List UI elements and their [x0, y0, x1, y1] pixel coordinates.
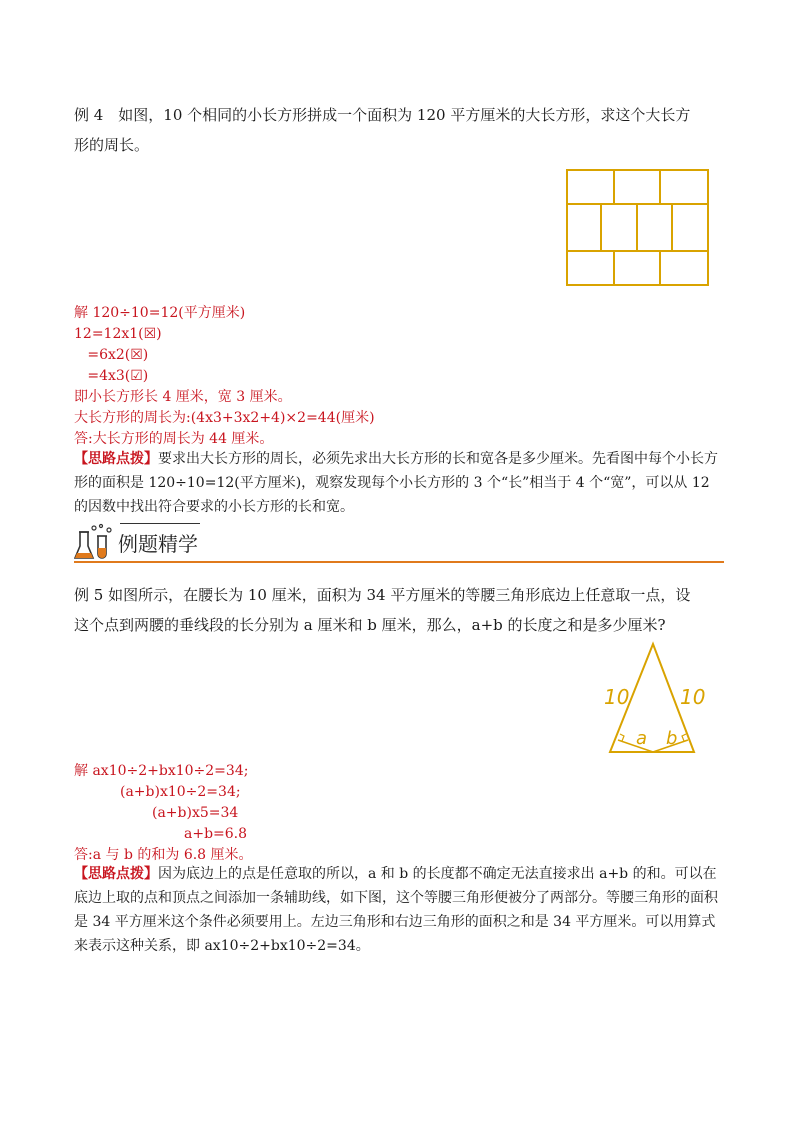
solution-line: (a+b)x10÷2=34;	[120, 784, 241, 800]
example5-solution	[74, 761, 253, 866]
solution-line: 12=12x1(☒)	[74, 326, 162, 342]
solution-line: 解 ax10÷2+bx10÷2=34;	[74, 763, 249, 779]
triangle-figure	[596, 640, 716, 758]
solution-line: =6x2(☒)	[74, 347, 149, 363]
b-label: b	[666, 728, 678, 749]
example4-question-line2: 形的周长。	[74, 136, 150, 154]
example4-question	[74, 100, 724, 160]
example4-question-line1: 例 4 如图，10 个相同的小长方形拼成一个面积为 120 平方厘米的大长方形，求这个大长方	[74, 106, 691, 124]
header-divider	[74, 561, 724, 563]
example5-question-line2: 这个点到两腰的垂线段的长分别为 a 厘米和 b 厘米，那么，a+b 的长度之和是多少厘米?	[74, 616, 666, 634]
right-side-label: 10	[680, 685, 706, 709]
section-header	[74, 518, 724, 564]
section-title: 例题精学	[118, 532, 198, 556]
header-top-line	[120, 523, 200, 524]
example5-question-line1: 例 5 如图所示，在腰长为 10 厘米，面积为 34 平方厘米的等腰三角形底边上任意取一点，设	[74, 586, 691, 604]
hint-text: 因为底边上的点是任意取的所以，a 和 b 的长度都不确定无法直接求出 a+b 的和。可以在底边上取的点和顶点之间添加一条辅助线，如下图，这个等腰三角形便被分了两部分。等腰三角形的面积是 34 平方厘米这个条件必须要用上。左边三角形和右边三角形的面积之和是 34 平方厘米。可以用算式来表示这种关系，即 ax10÷2+bx10÷2=34。	[74, 866, 718, 954]
a-label: a	[636, 728, 648, 749]
solution-line: =4x3(☑)	[74, 368, 149, 384]
solution-line: 答:a 与 b 的和为 6.8 厘米。	[74, 847, 253, 863]
flask-icon	[74, 522, 114, 562]
rectangles-figure	[566, 169, 710, 287]
hint-tag: 【思路点拨】	[74, 451, 158, 467]
solution-line: 解 120÷10=12(平方厘米)	[74, 305, 246, 321]
left-side-label: 10	[604, 685, 630, 709]
solution-line: 即小长方形长 4 厘米，宽 3 厘米。	[74, 389, 292, 405]
right-angle-mark-right	[682, 734, 686, 741]
hint-text: 要求出大长方形的周长，必须先求出大长方形的长和宽各是多少厘米。先看图中每个小长方形的面积是 120÷10=12(平方厘米)，观察发现每个小长方形的 3 个“长”相当于 4 个“宽”，可以从 12 的因数中找出符合要求的小长方形的长和宽。	[74, 451, 718, 515]
solution-line: (a+b)x5=34	[152, 805, 239, 821]
example4-solution	[74, 303, 375, 450]
solution-line: a+b=6.8	[184, 826, 248, 842]
example4-hint	[74, 447, 724, 519]
solution-line: 答:大长方形的周长为 44 厘米。	[74, 431, 274, 447]
right-angle-mark-left	[620, 734, 624, 741]
hint-tag: 【思路点拨】	[74, 866, 158, 882]
example5-question	[74, 580, 724, 640]
solution-line: 大长方形的周长为:(4x3+3x2+4)×2=44(厘米)	[74, 410, 375, 426]
example5-hint	[74, 862, 724, 958]
